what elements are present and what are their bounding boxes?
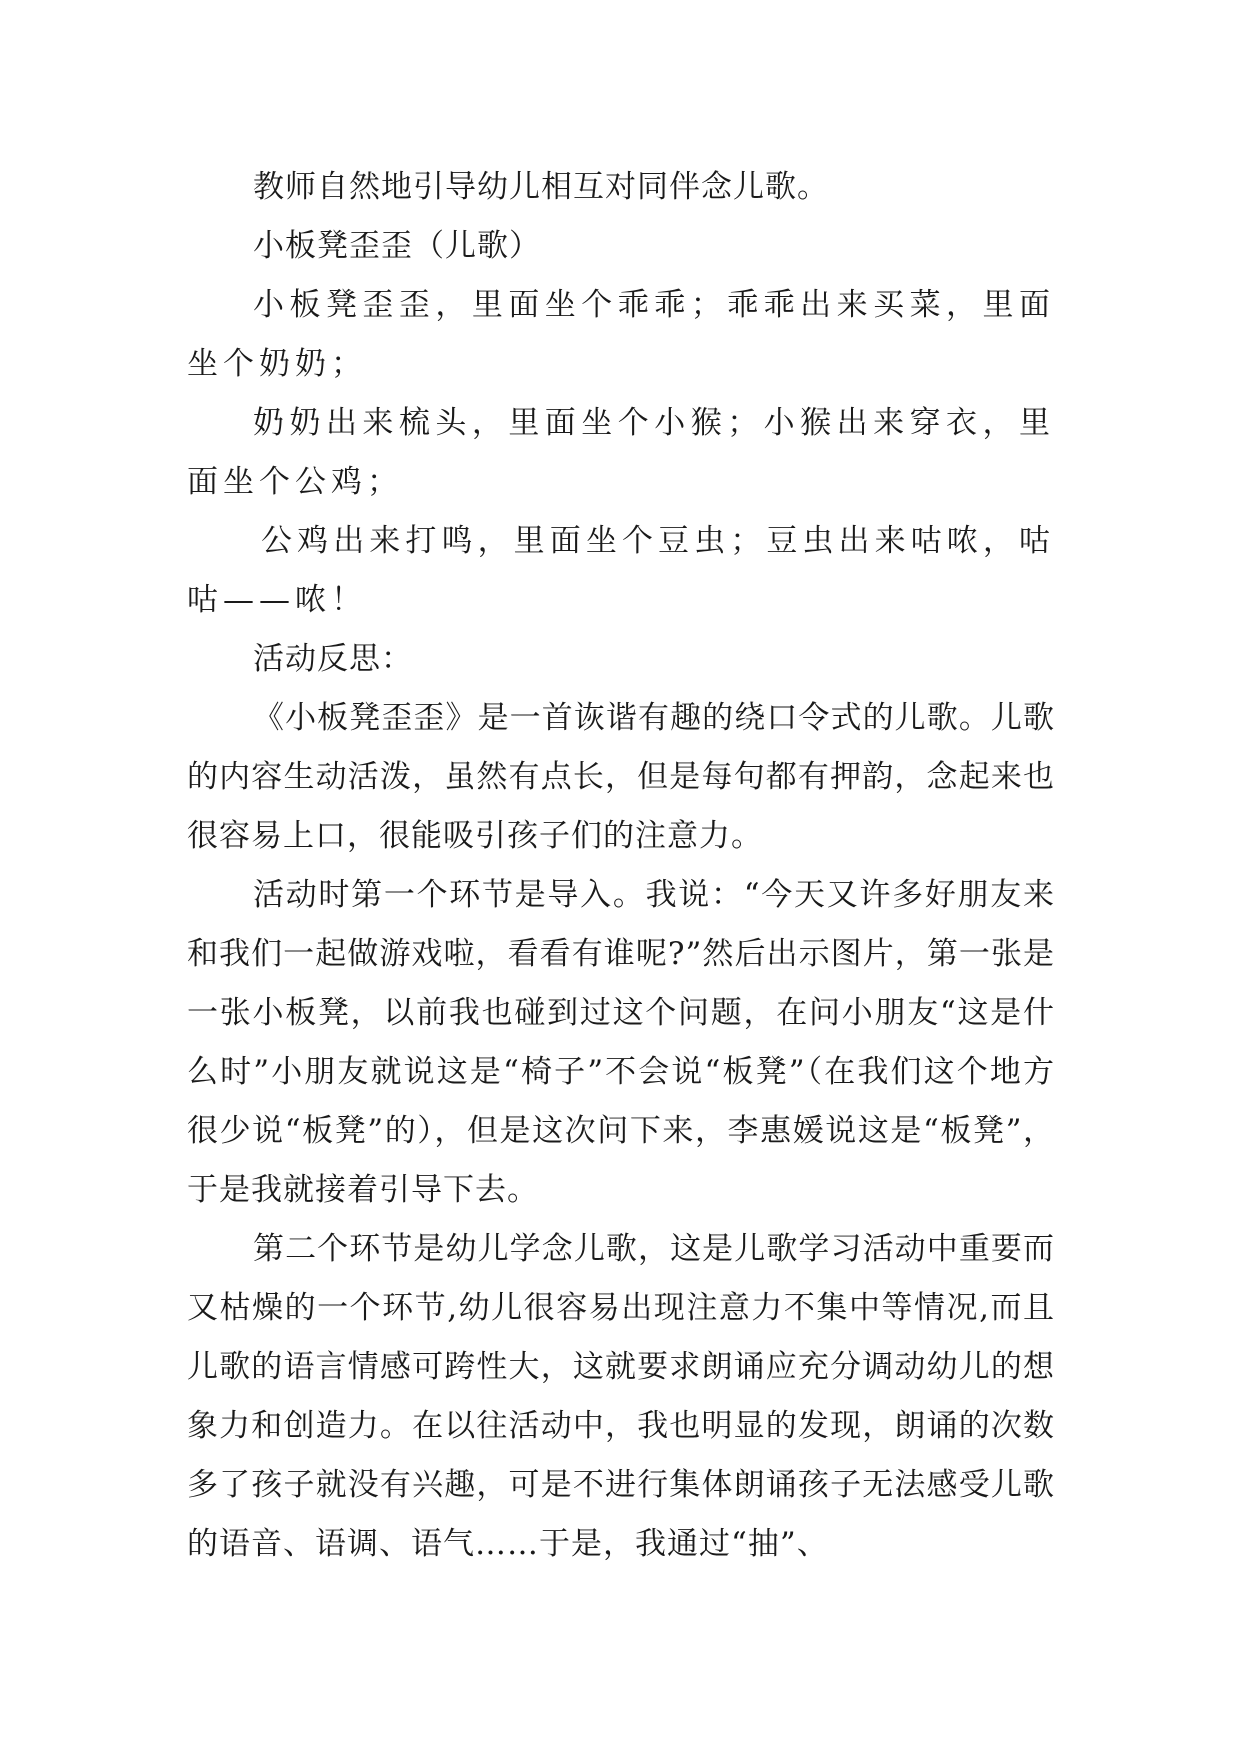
paragraph-intro: 教师自然地引导幼儿相互对同伴念儿歌。 <box>253 169 829 205</box>
reflection-heading: 活动反思： <box>253 641 413 677</box>
reflection-paragraph-2: 活动时第一个环节是导入。我说：“今天又许多好朋友来和我们一起做游戏啦，看看有谁呢?”然后出示图片，第一张是一张小板凳，以前我也碰到过这个问题，在问小朋友“这是什么时”小朋友就说这是“椅子”不会说“板凳”（在我们这个地方很少说“板凳”的），但是这次问下来，李惠媛说这是“板凳”，于是我就接着引导下去。 <box>187 877 1055 1208</box>
rhyme-verse-2: 奶奶出来梳头，里面坐个小猴；小猴出来穿衣，里面坐个公鸡； <box>187 405 1055 500</box>
rhyme-verse-1: 小板凳歪歪，里面坐个乖乖；乖乖出来买菜，里面坐个奶奶； <box>187 287 1055 382</box>
rhyme-verse-3: 公鸡出来打鸣，里面坐个豆虫；豆虫出来咕哝，咕咕——哝！ <box>187 523 1055 618</box>
rhyme-title: 小板凳歪歪（儿歌） <box>253 228 541 264</box>
document-body <box>187 158 1055 1574</box>
reflection-paragraph-1: 《小板凳歪歪》是一首诙谐有趣的绕口令式的儿歌。儿歌的内容生动活泼，虽然有点长，但是每句都有押韵，念起来也很容易上口，很能吸引孩子们的注意力。 <box>187 700 1055 854</box>
reflection-paragraph-3: 第二个环节是幼儿学念儿歌，这是儿歌学习活动中重要而又枯燥的一个环节,幼儿很容易出现注意力不集中等情况,而且儿歌的语言情感可跨性大，这就要求朗诵应充分调动幼儿的想象力和创造力。在以往活动中，我也明显的发现，朗诵的次数多了孩子就没有兴趣，可是不进行集体朗诵孩子无法感受儿歌的语音、语调、语气……于是，我通过“抽”、 <box>187 1231 1055 1562</box>
